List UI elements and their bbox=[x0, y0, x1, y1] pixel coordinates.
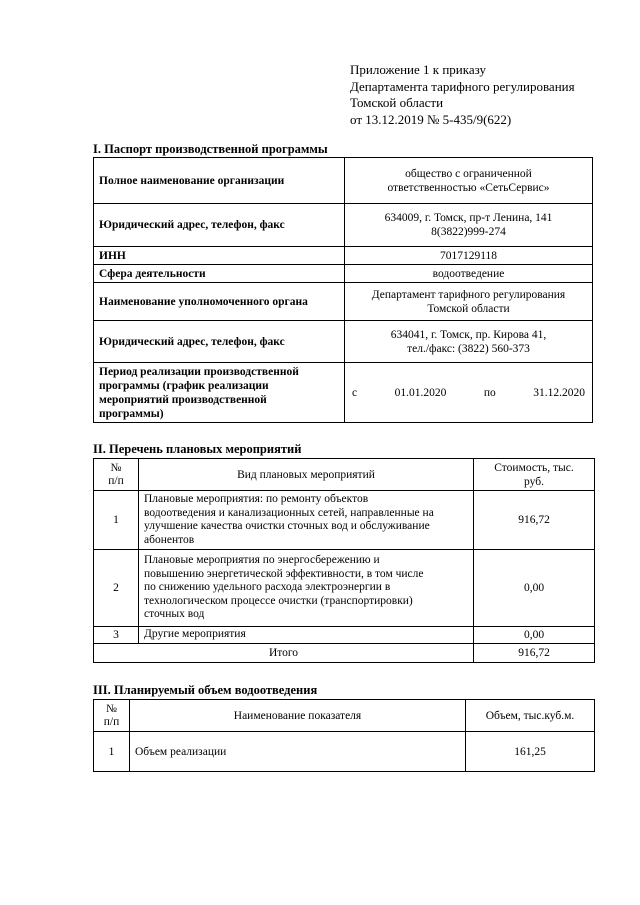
row-num: 3 bbox=[94, 627, 139, 644]
row-num: 2 bbox=[94, 550, 139, 627]
section-title-measures: II. Перечень плановых мероприятий bbox=[93, 442, 302, 456]
row-volume: 161,25 bbox=[466, 732, 595, 772]
header-num: № п/п bbox=[94, 700, 130, 732]
row-label: Юридический адрес, телефон, факс bbox=[94, 204, 345, 247]
measures-table bbox=[93, 458, 595, 663]
row-label: Сфера деятельности bbox=[94, 265, 345, 283]
total-label: Итого bbox=[94, 644, 474, 663]
header-name: Наименование показателя bbox=[130, 700, 466, 732]
row-cost: 0,00 bbox=[474, 550, 595, 627]
row-num: 1 bbox=[94, 491, 139, 550]
row-name: Объем реализации bbox=[130, 732, 466, 772]
table-row bbox=[94, 732, 595, 772]
row-value: общество с ограниченной ответственностью «СетьСервис» bbox=[345, 158, 593, 204]
appendix-line: Департамента тарифного регулирования bbox=[350, 78, 575, 94]
table-header-row bbox=[94, 459, 595, 491]
table-row bbox=[94, 550, 595, 627]
section-title-passport: I. Паспорт производственной программы bbox=[93, 142, 328, 156]
passport-table bbox=[93, 157, 593, 423]
row-value: Департамент тарифного регулирования Томской области bbox=[345, 283, 593, 321]
row-name: Плановые мероприятия: по ремонту объектов водоотведения и канализационных сетей, направленные на улучшение качества очистки сточных вод и обслуживание абонентов bbox=[139, 491, 474, 550]
period-from-word: с bbox=[352, 386, 358, 399]
period-value bbox=[345, 363, 593, 423]
header-cost: Стоимость, тыс. руб. bbox=[474, 459, 595, 491]
row-value: 7017129118 bbox=[345, 247, 593, 265]
row-label: Полное наименование организации bbox=[94, 158, 345, 204]
appendix-line: Томской области bbox=[350, 95, 444, 110]
header-num: № п/п bbox=[94, 459, 139, 491]
appendix-header bbox=[350, 62, 575, 128]
row-value: 634041, г. Томск, пр. Кирова 41, тел./факс: (3822) 560-373 bbox=[345, 321, 593, 363]
row-label: Юридический адрес, телефон, факс bbox=[94, 321, 345, 363]
table-header-row bbox=[94, 700, 595, 732]
row-label: Наименование уполномоченного органа bbox=[94, 283, 345, 321]
total-value: 916,72 bbox=[474, 644, 595, 663]
table-row bbox=[94, 321, 593, 363]
table-row bbox=[94, 247, 593, 265]
volume-table bbox=[93, 699, 595, 772]
period-to-word: по bbox=[483, 386, 496, 399]
table-row bbox=[94, 627, 595, 644]
row-num: 1 bbox=[94, 732, 130, 772]
section-title-volume: III. Планируемый объем водоотведения bbox=[93, 683, 318, 697]
row-value: 634009, г. Томск, пр-т Ленина, 141 8(3822)999-274 bbox=[345, 204, 593, 247]
row-label: ИНН bbox=[94, 247, 345, 265]
row-name: Плановые мероприятия по энергосбережению и повышению энергетической эффективности, в том числе по снижению удельного расхода электроэнергии в технологическом процессе очистки (транспортировки) сточных вод bbox=[139, 550, 474, 627]
table-row bbox=[94, 491, 595, 550]
row-value: водоотведение bbox=[345, 265, 593, 283]
row-cost: 916,72 bbox=[474, 491, 595, 550]
row-cost: 0,00 bbox=[474, 627, 595, 644]
table-total-row bbox=[94, 644, 595, 663]
row-name: Другие мероприятия bbox=[139, 627, 474, 644]
period-from: 01.01.2020 bbox=[394, 386, 447, 399]
table-row bbox=[94, 283, 593, 321]
header-volume: Объем, тыс.куб.м. bbox=[466, 700, 595, 732]
table-row bbox=[94, 265, 593, 283]
table-row bbox=[94, 204, 593, 247]
period-to: 31.12.2020 bbox=[533, 386, 585, 399]
header-name: Вид плановых мероприятий bbox=[139, 459, 474, 491]
period-label: Период реализации производственной программы (график реализации мероприятий производственной программы) bbox=[94, 363, 345, 423]
appendix-line: от 13.12.2019 № 5-435/9(622) bbox=[350, 111, 512, 127]
table-row-period bbox=[94, 363, 593, 423]
table-row bbox=[94, 158, 593, 204]
appendix-line: Приложение 1 к приказу bbox=[350, 62, 487, 77]
